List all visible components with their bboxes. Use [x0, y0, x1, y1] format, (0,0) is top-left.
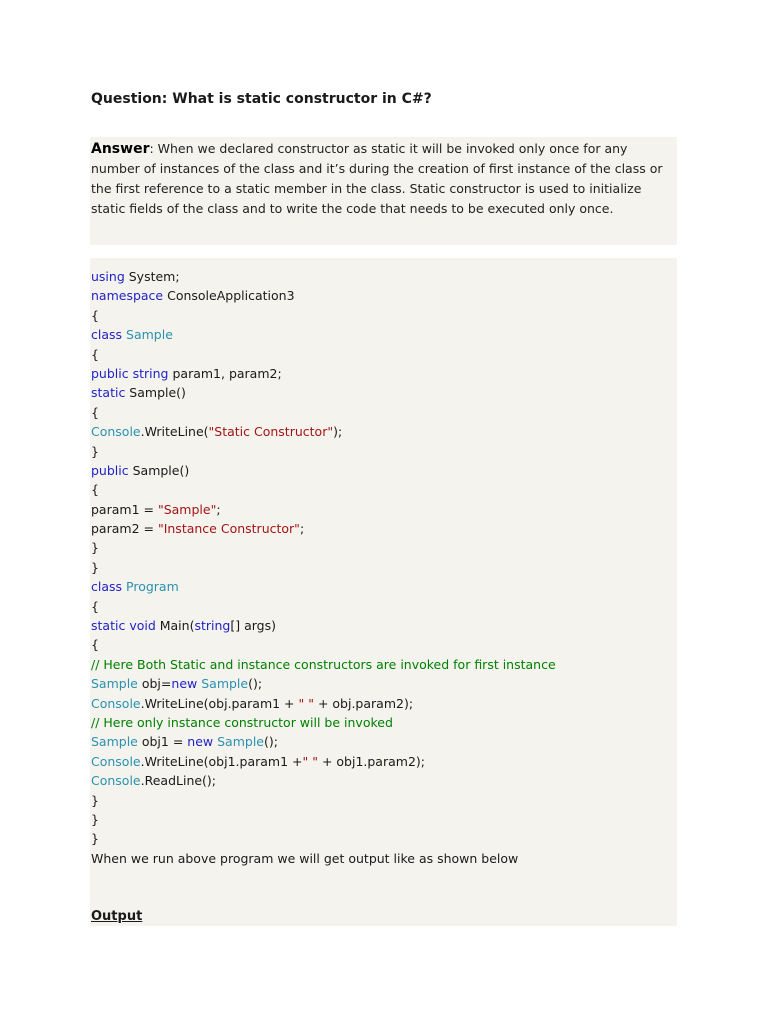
code-token: class — [91, 327, 123, 343]
code-line — [91, 519, 556, 538]
code-token: } — [91, 831, 99, 847]
code-line — [91, 674, 556, 693]
code-block — [91, 267, 556, 849]
code-token: "Static Constructor" — [208, 424, 334, 440]
code-line — [91, 364, 556, 383]
code-line — [91, 325, 556, 344]
code-line — [91, 771, 556, 790]
code-token: static — [91, 618, 126, 634]
code-token: new — [171, 676, 198, 692]
code-token: class — [91, 579, 123, 595]
code-token: Program — [126, 579, 179, 595]
code-token: } — [91, 540, 99, 556]
code-token: " " — [302, 753, 318, 769]
code-token: Main( — [155, 618, 195, 634]
code-token: .WriteLine( — [140, 424, 209, 440]
answer-body: : When we declared constructor as static it will be invoked only once for any number of instances of the class and it’s during the creation of first instance of the class or the first reference to a static member in the class. Static constructor is used to initialize static fields of the class and to write the code that needs to be executed only once. — [91, 141, 663, 216]
code-line — [91, 461, 556, 480]
code-line — [91, 616, 556, 635]
code-token: param2 = — [91, 521, 158, 537]
code-token: static — [91, 385, 126, 401]
code-token: } — [91, 443, 99, 459]
code-line — [91, 635, 556, 654]
code-token: { — [91, 307, 99, 323]
code-token: string — [132, 365, 169, 381]
code-token: } — [91, 811, 99, 827]
code-token: (); — [248, 676, 263, 692]
code-token: "Sample" — [157, 501, 217, 517]
answer-label: Answer — [91, 141, 150, 157]
code-token: public — [91, 365, 129, 381]
code-line — [91, 791, 556, 810]
code-token: } — [91, 559, 99, 575]
code-token: Console — [91, 753, 141, 769]
code-line — [91, 752, 556, 771]
code-line — [91, 538, 556, 557]
question-heading: Question: What is static constructor in C#? — [91, 91, 432, 107]
code-token: (); — [263, 734, 278, 750]
code-line — [91, 267, 556, 286]
code-token: param1 = — [91, 501, 158, 517]
code-token: System; — [124, 269, 180, 284]
code-line — [91, 286, 556, 305]
code-token: .ReadLine(); — [140, 773, 217, 789]
code-token: { — [91, 598, 99, 614]
code-token: // Here only instance constructor will be invoked — [91, 714, 393, 730]
code-line — [91, 829, 556, 848]
answer-paragraph — [91, 139, 671, 219]
code-token: void — [129, 618, 156, 634]
code-token: obj= — [137, 676, 172, 692]
code-line — [91, 442, 556, 461]
code-token: Sample() — [128, 462, 190, 478]
code-token: ConsoleApplication3 — [163, 288, 295, 304]
code-token: // Here Both Static and instance constructors are invoked for first instance — [91, 656, 556, 672]
code-token: ); — [333, 424, 343, 440]
code-token: Sample — [217, 734, 264, 750]
code-token: public — [91, 462, 129, 478]
code-token: .WriteLine(obj.param1 + — [140, 695, 299, 711]
code-token: Sample() — [125, 385, 186, 401]
code-line — [91, 713, 556, 732]
code-token: Console — [91, 773, 141, 789]
code-token: { — [91, 404, 99, 420]
code-token: new — [187, 734, 214, 750]
code-token: param1, param2; — [168, 365, 282, 381]
code-token: Sample — [91, 734, 138, 750]
code-token: + obj.param2); — [313, 695, 414, 711]
code-line — [91, 655, 556, 674]
run-description: When we run above program we will get output like as shown below — [91, 851, 519, 866]
code-token: obj1 = — [137, 734, 188, 750]
code-token: Sample — [91, 676, 138, 692]
code-token: Console — [91, 424, 141, 440]
code-token: namespace — [91, 288, 164, 304]
code-token: " " — [298, 695, 314, 711]
code-line — [91, 558, 556, 577]
code-line — [91, 810, 556, 829]
code-token: "Instance Constructor" — [157, 521, 300, 537]
code-token: } — [91, 792, 99, 808]
code-token: using — [91, 269, 125, 284]
code-line — [91, 345, 556, 364]
code-line — [91, 306, 556, 325]
code-token: ; — [216, 501, 221, 517]
code-line — [91, 480, 556, 499]
code-token: { — [91, 482, 99, 498]
code-token: ; — [299, 521, 305, 537]
code-token: + obj1.param2); — [317, 753, 425, 769]
code-line — [91, 694, 556, 713]
code-token: [] args) — [230, 618, 276, 634]
code-token: string — [194, 618, 231, 634]
code-token: { — [91, 637, 99, 653]
code-line — [91, 500, 556, 519]
code-token: .WriteLine(obj1.param1 + — [140, 753, 303, 769]
code-line — [91, 383, 556, 402]
code-line — [91, 597, 556, 616]
code-line — [91, 422, 556, 441]
code-line — [91, 732, 556, 751]
output-heading: Output — [91, 909, 143, 924]
code-token: { — [91, 346, 99, 362]
code-token: Console — [91, 695, 141, 711]
code-token: Sample — [201, 676, 249, 692]
code-line — [91, 577, 556, 596]
code-token: Sample — [126, 327, 173, 343]
code-line — [91, 403, 556, 422]
